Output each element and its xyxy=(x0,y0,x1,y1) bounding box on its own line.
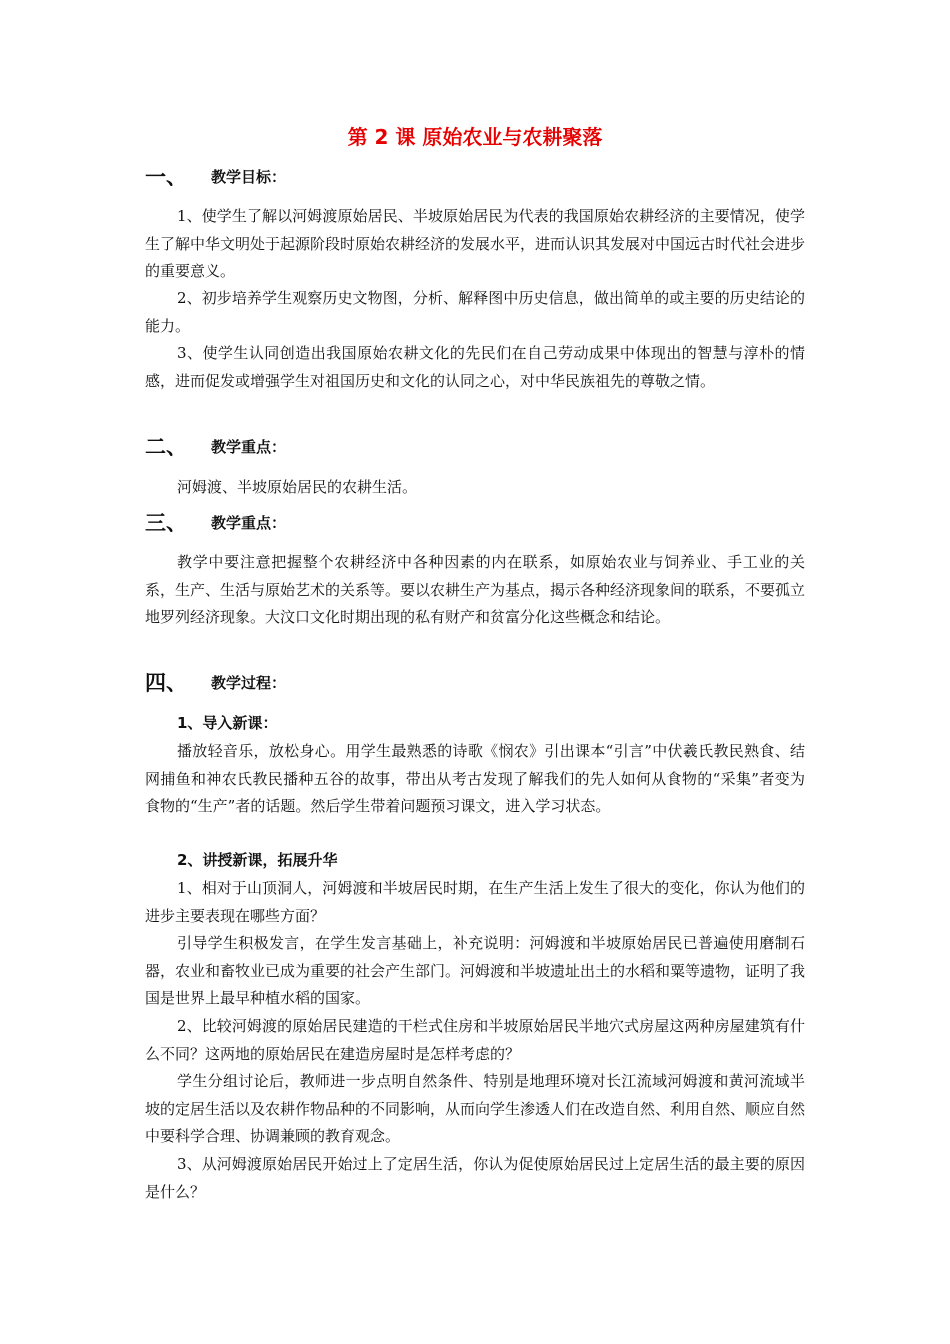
section-label: 教学目标： xyxy=(211,168,287,186)
section-number: 三、 xyxy=(145,511,187,535)
process-step2-heading: 2、讲授新课，拓展升华 xyxy=(177,851,338,869)
objective-paragraph-2: 2、初步培养学生观察历史文物图，分析、解释图中历史信息，做出简单的或主要的历史结论的能力。 xyxy=(145,289,805,335)
key-point-paragraph: 河姆渡、半坡原始居民的农耕生活。 xyxy=(177,478,418,496)
section-label: 教学重点： xyxy=(211,438,287,456)
section-number: 二、 xyxy=(145,435,187,459)
section-label: 教学过程： xyxy=(211,674,287,692)
section-number: 四、 xyxy=(145,671,187,695)
difficulty-paragraph: 教学中要注意把握整个农耕经济中各种因素的内在联系，如原始农业与饲养业、手工业的关系，生产、生活与原始艺术的关系等。要以农耕生产为基点，揭示各种经济现象间的联系，不要孤立地罗列经济现象。大汶口文化时期出现的私有财产和贫富分化这些概念和结论。 xyxy=(145,553,806,626)
section-heading-key-point xyxy=(145,433,286,461)
section-heading-process xyxy=(145,669,286,697)
objective-paragraph-3: 3、使学生认同创造出我国原始农耕文化的先民们在自己劳动成果中体现出的智慧与淳朴的情感，进而促发或增强学生对祖国历史和文化的认同之心，对中华民族祖先的尊敬之情。 xyxy=(145,344,805,390)
process-step1-heading: 1、导入新课： xyxy=(177,714,278,732)
section-heading-objectives xyxy=(145,163,286,191)
lesson-title: 第 2 课 原始农业与农耕聚落 xyxy=(347,125,603,149)
process-question-3: 3、从河姆渡原始居民开始过上了定居生活，你认为促使原始居民过上定居生活的最主要的原因是什么？ xyxy=(145,1155,805,1201)
process-step1-paragraph: 播放轻音乐，放松身心。用学生最熟悉的诗歌《悯农》引出课本“引言”中伏羲氏教民熟食、结网捕鱼和神农氏教民播种五谷的故事，带出从考古发现了解我们的先人如何从食物的“采集”者变为食物的“生产”者的话题。然后学生带着问题预习课文，进入学习状态。 xyxy=(145,742,805,815)
process-answer-1: 引导学生积极发言，在学生发言基础上，补充说明：河姆渡和半坡原始居民已普遍使用磨制石器，农业和畜牧业已成为重要的社会产生部门。河姆渡和半坡遗址出土的水稻和粟等遗物，证明了我国是世界上最早种植水稻的国家。 xyxy=(145,934,806,1007)
section-label: 教学重点： xyxy=(211,514,287,532)
section-heading-difficulty xyxy=(145,509,286,537)
process-question-1: 1、相对于山顶洞人，河姆渡和半坡居民时期，在生产生活上发生了很大的变化，你认为他们的进步主要表现在哪些方面？ xyxy=(145,879,805,925)
process-answer-2: 学生分组讨论后，教师进一步点明自然条件、特别是地理环境对长江流域河姆渡和黄河流域半坡的定居生活以及农耕作物品种的不同影响，从而向学生渗透人们在改造自然、利用自然、顺应自然中要科学合理、协调兼顾的教育观念。 xyxy=(145,1072,806,1145)
objective-paragraph-1: 1、使学生了解以河姆渡原始居民、半坡原始居民为代表的我国原始农耕经济的主要情况，使学生了解中华文明处于起源阶段时原始农耕经济的发展水平，进而认识其发展对中国远古时代社会进步的重要意义。 xyxy=(145,207,806,280)
section-number: 一、 xyxy=(145,165,187,189)
process-question-2: 2、比较河姆渡的原始居民建造的干栏式住房和半坡原始居民半地穴式房屋这两种房屋建筑有什么不同？这两地的原始居民在建造房屋时是怎样考虑的？ xyxy=(145,1017,805,1063)
